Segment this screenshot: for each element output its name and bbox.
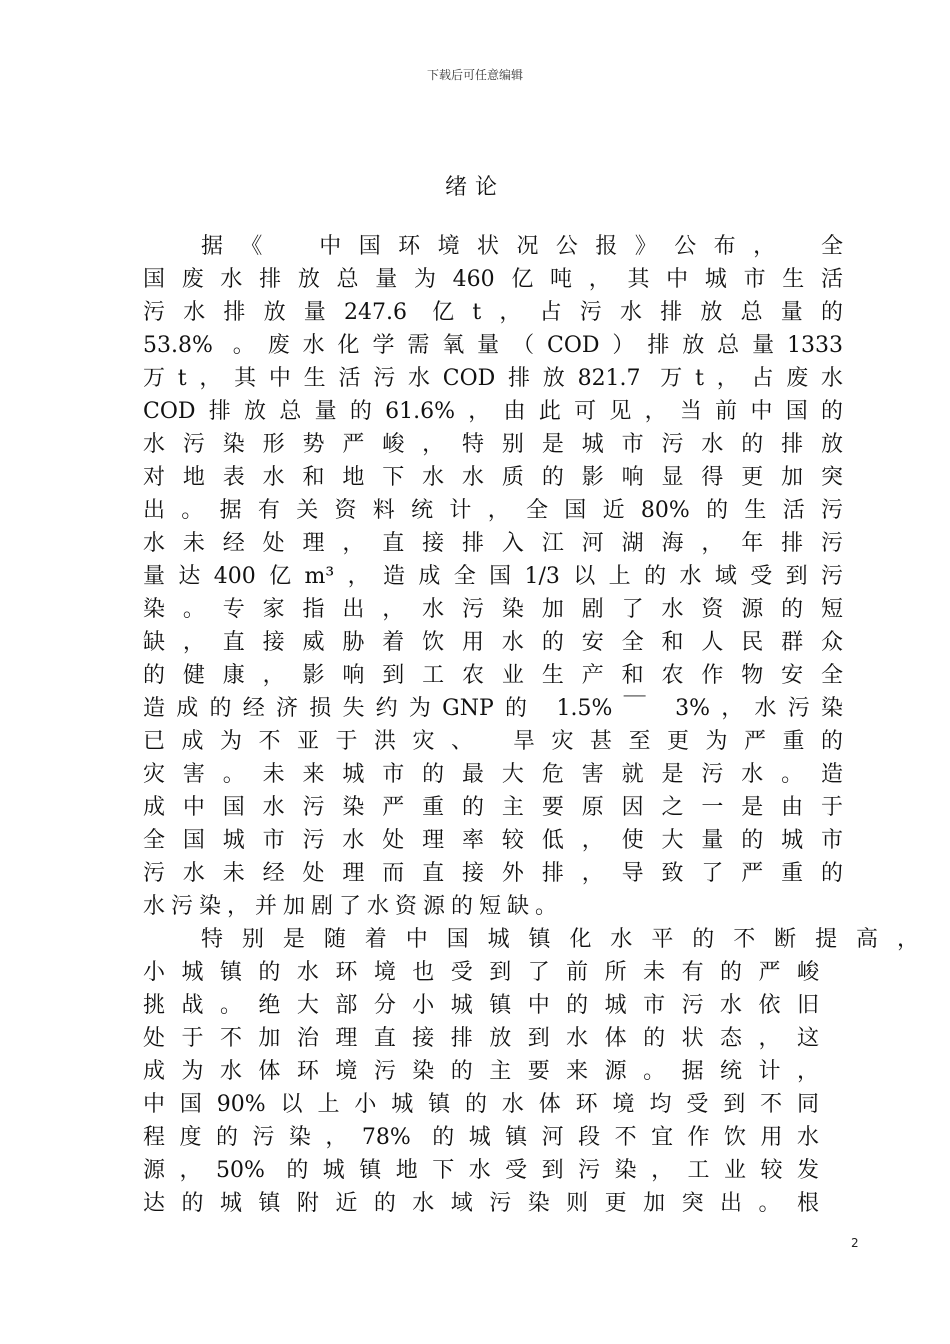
text-line: 全国城市污水处理率较低，使大量的城市 bbox=[143, 828, 843, 853]
text-line: 污水未经处理而直接外排，导致了严重的 bbox=[143, 861, 843, 886]
text-line: 对地表水和地下水水质的影响显得更加突 bbox=[143, 465, 843, 490]
text-line: 造成的经济损失约为GNP的 1.5%￣ 3%，水污染 bbox=[143, 696, 843, 721]
text-line: 出。据有关资料统计，全国近80%的生活污 bbox=[143, 498, 843, 523]
text-line: 的健康，影响到工农业生产和农作物安全 bbox=[143, 663, 843, 688]
body-text bbox=[143, 230, 919, 1220]
text-line: 国废水排放总量为460亿吨，其中城市生活 bbox=[143, 267, 843, 292]
text-line: 染。专家指出，水污染加剧了水资源的短 bbox=[143, 597, 843, 622]
page-number: 2 bbox=[851, 1236, 859, 1250]
text-line: 水污染，并加剧了水资源的短缺。 bbox=[143, 894, 564, 919]
text-line: 成为水体环境污染的主要来源。据统计， bbox=[143, 1059, 819, 1084]
text-line: 处于不加治理直接排放到水体的状态，这 bbox=[143, 1026, 819, 1051]
page-header: 下载后可任意编辑 bbox=[426, 68, 523, 82]
text-line: 已成为不亚于洪灾、 旱灾甚至更为严重的 bbox=[143, 729, 843, 754]
text-line: 水污染形势严峻，特别是城市污水的排放 bbox=[143, 432, 843, 457]
text-line: 万t，其中生活污水COD排放821.7 万t，占废水 bbox=[143, 366, 843, 391]
text-line: 挑战。绝大部分小城镇中的城市污水依旧 bbox=[143, 993, 819, 1018]
text-line: 量达400亿m³，造成全国1/3以上的水域受到污 bbox=[143, 564, 843, 589]
text-line: 源，50% 的城镇地下水受到污染，工业较发 bbox=[143, 1158, 819, 1183]
text-line: 水未经处理，直接排入江河湖海，年排污 bbox=[143, 531, 843, 556]
text-line: 小城镇的水环境也受到了前所未有的严峻 bbox=[143, 960, 819, 985]
text-line: 程度的污染，78% 的城镇河段不宜作饮用水 bbox=[143, 1125, 819, 1150]
text-line: 据《 中国环境状况公报》公布， 全 bbox=[201, 234, 843, 259]
text-line: 53.8% 。废水化学需氧量（COD）排放总量1333 bbox=[143, 333, 843, 358]
text-line: COD排放总量的61.6%，由此可见，当前中国的 bbox=[143, 399, 843, 424]
text-line: 污水排放量247.6 亿t，占污水排放总量的 bbox=[143, 300, 843, 325]
text-line: 成中国水污染严重的主要原因之一是由于 bbox=[143, 795, 843, 820]
text-line: 中国90%以上小城镇的水体环境均受到不同 bbox=[143, 1092, 819, 1117]
text-line: 缺，直接威胁着饮用水的安全和人民群众 bbox=[143, 630, 843, 655]
text-line: 灾害。未来城市的最大危害就是污水。造 bbox=[143, 762, 843, 787]
page-title: 绪论 bbox=[444, 175, 505, 200]
text-line: 特别是随着中国城镇化水平的不断提高， bbox=[201, 927, 919, 952]
paragraph-1 bbox=[143, 230, 843, 923]
text-line: 达的城镇附近的水域污染则更加突出。根 bbox=[143, 1191, 819, 1216]
paragraph-2 bbox=[143, 923, 919, 1220]
